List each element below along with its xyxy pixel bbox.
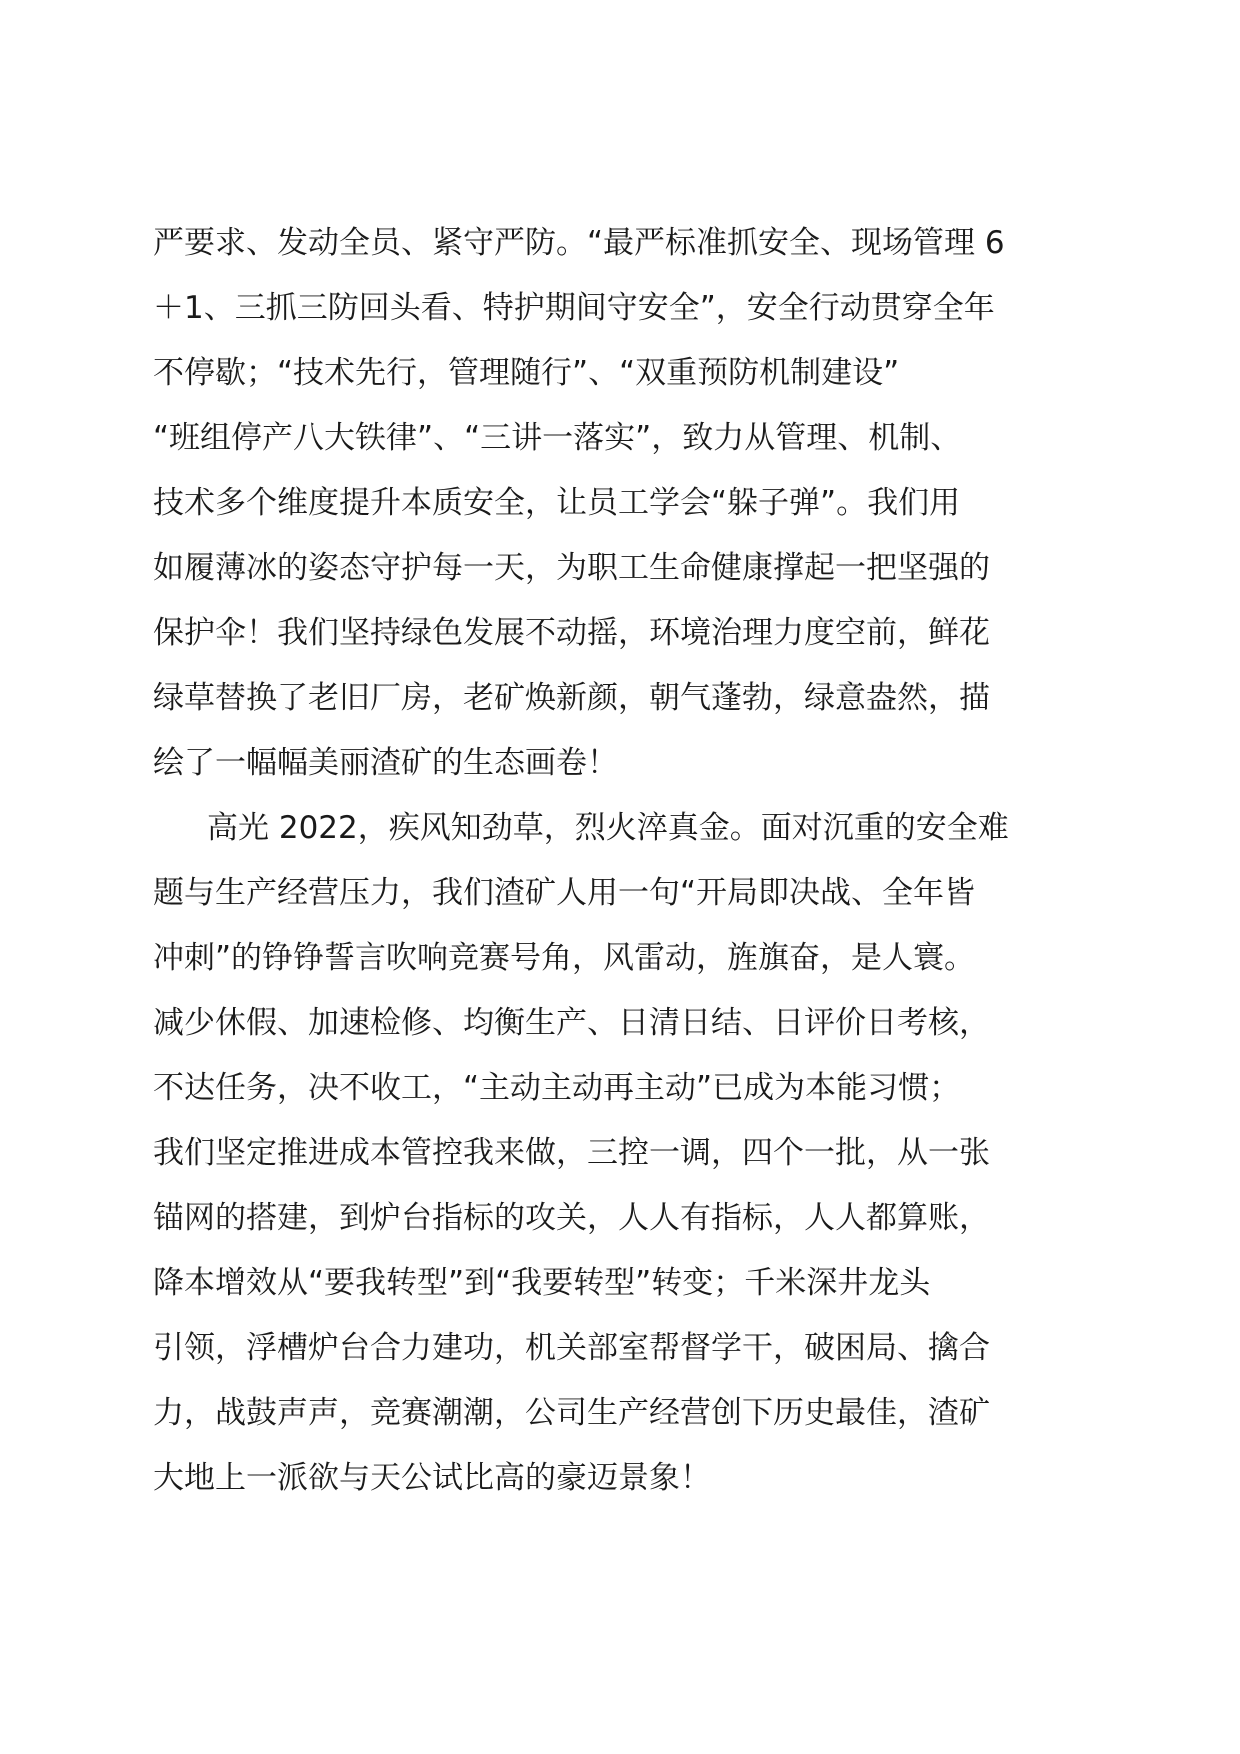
body-text	[153, 218, 1093, 1518]
text-line: 引领，浮槽炉台合力建功，机关部室帮督学干，破困局、擒合	[153, 1330, 990, 1366]
text-line: 大地上一派欲与天公试比高的豪迈景象！	[153, 1460, 711, 1496]
text-line: 绘了一幅幅美丽渣矿的生态画卷！	[153, 745, 618, 781]
text-line: 降本增效从“要我转型”到“我要转型”转变；千米深井龙头	[153, 1265, 931, 1301]
text-line: 保护伞！我们坚持绿色发展不动摇，环境治理力度空前，鲜花	[153, 615, 990, 651]
text-line: 我们坚定推进成本管控我来做，三控一调，四个一批，从一张	[153, 1135, 990, 1171]
text-line: ＋1、三抓三防回头看、特护期间守安全”，安全行动贯穿全年	[153, 290, 995, 326]
text-line: 冲刺”的铮铮誓言吹响竞赛号角，风雷动，旌旗奋，是人寰。	[153, 940, 976, 976]
text-line: “班组停产八大铁律”、“三讲一落实”，致力从管理、机制、	[153, 420, 962, 456]
paragraph-first-line: 高光 2022，疾风知劲草，烈火淬真金。面对沉重的安全难	[207, 810, 1009, 846]
text-line: 题与生产经营压力，我们渣矿人用一句“开局即决战、全年皆	[153, 875, 976, 911]
text-line: 严要求、发动全员、紧守严防。“最严标准抓安全、现场管理 6	[153, 225, 1005, 261]
text-line: 减少休假、加速检修、均衡生产、日清日结、日评价日考核，	[153, 1005, 990, 1041]
text-line: 锚网的搭建，到炉台指标的攻关，人人有指标，人人都算账，	[153, 1200, 990, 1236]
text-line: 力，战鼓声声，竞赛潮潮，公司生产经营创下历史最佳，渣矿	[153, 1395, 990, 1431]
text-line: 如履薄冰的姿态守护每一天，为职工生命健康撑起一把坚强的	[153, 550, 990, 586]
text-line: 不停歇；“技术先行，管理随行”、“双重预防机制建设”	[153, 355, 900, 391]
text-line: 绿草替换了老旧厂房，老矿焕新颜，朝气蓬勃，绿意盎然，描	[153, 680, 990, 716]
text-line: 技术多个维度提升本质安全，让员工学会“躲子弹”。我们用	[153, 485, 961, 521]
text-line: 不达任务，决不收工，“主动主动再主动”已成为本能习惯；	[153, 1070, 961, 1106]
